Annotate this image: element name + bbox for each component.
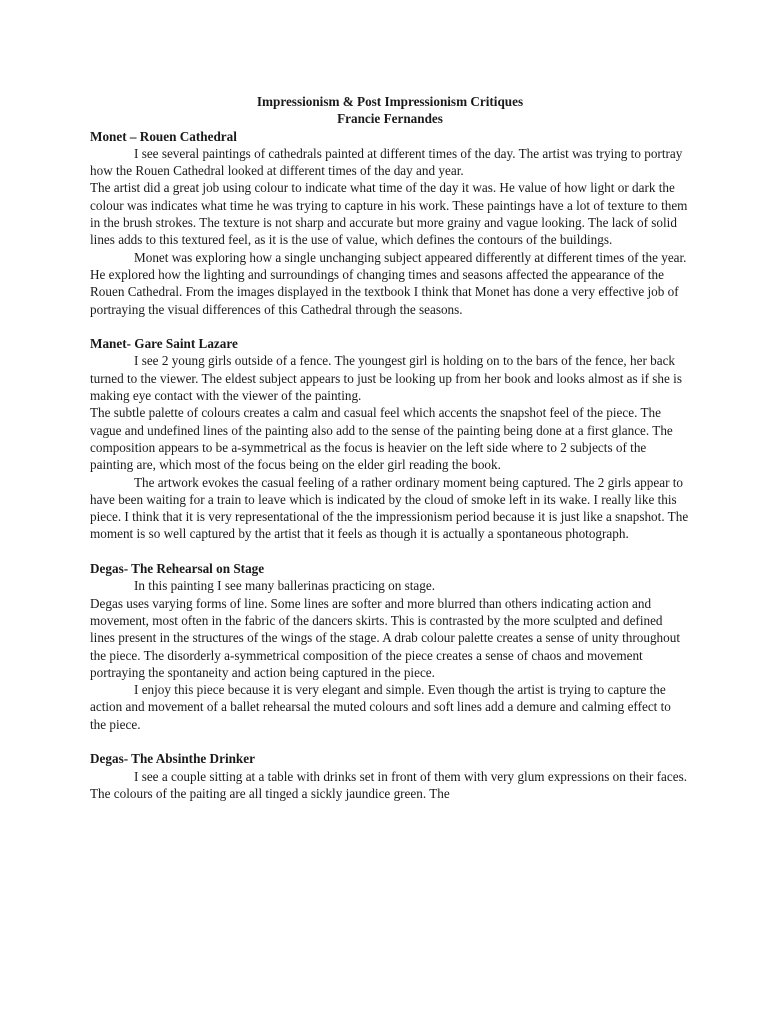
paragraph: The artwork evokes the casual feeling of a rather ordinary moment being captured. The 2 girls appear to have been waiting for a train to leave which is indicated by the cloud of smoke left in its wake. I really like this piece. I think that it is very representational of the the impressionism period because it is just like a snapshot. The moment is so well captured by the artist that it feels as though it is actually a spontaneous photograph. [90, 474, 689, 542]
section-manet-gare-saint-lazare [90, 335, 690, 543]
section-degas-absinthe-drinker [90, 750, 690, 802]
paragraph: In this painting I see many ballerinas practicing on stage. [134, 578, 436, 594]
paragraph: I see several paintings of cathedrals painted at different times of the day. The artist was trying to portray how the Rouen Cathedral looked at different times of the day and year. [90, 145, 683, 179]
paragraph: I see a couple sitting at a table with drinks set in front of them with very glum expressions on their faces. The colours of the paiting are all tinged a sickly jaundice green. The [90, 768, 688, 801]
paragraph: The artist did a great job using colour to indicate what time of the day it was. He value of how light or dark the colour was indicates what time he was trying to capture in his work. These paintings have a lot of texture to them in the brush strokes. The texture is not sharp and accurate but more grainy and vague looking. The lack of solid lines adds to this textured feel, as it is the use of value, which defines the contours of the buildings. [90, 180, 688, 248]
paragraph: Degas uses varying forms of line. Some lines are softer and more blurred than others indicating action and movement, most often in the fabric of the dancers skirts. This is contrasted by the more sculpted and defined lines present in the structures of the wings of the stage. A drab colour palette creates a sense of unity throughout the piece. The disorderly a-symmetrical composition of the piece creates a sense of chaos and movement portraying the spontaneity and action being captured in the piece. [90, 595, 680, 680]
paragraph: I see 2 young girls outside of a fence. The youngest girl is holding on to the bars of the fence, her back turned to the viewer. The eldest subject appears to just be looking up from her book and looks almost as if she is making eye contact with the viewer of the painting. [90, 353, 682, 404]
section-heading: Degas- The Rehearsal on Stage [90, 561, 265, 577]
paragraph: The subtle palette of colours creates a calm and casual feel which accents the snapshot feel of the piece. The vague and undefined lines of the painting also add to the sense of the painting being done at a first glance. The composition appears to be a-symmetrical as the focus is heavier on the left side where to 2 subjects of the painting are, which most of the focus being on the elder girl reading the book. [90, 405, 673, 473]
section-spacer [90, 318, 690, 335]
title-block [90, 93, 690, 128]
section-heading: Degas- The Absinthe Drinker [90, 751, 255, 767]
section-spacer [90, 733, 690, 750]
document-title: Impressionism & Post Impressionism Critiques [256, 94, 524, 109]
section-heading: Manet- Gare Saint Lazare [90, 336, 238, 352]
section-heading: Monet – Rouen Cathedral [90, 128, 237, 144]
paragraph: Monet was exploring how a single unchanging subject appeared differently at different times of the year. He explored how the lighting and surroundings of changing times and seasons affected the appearance of the Rouen Cathedral. From the images displayed in the textbook I think that Monet has done a very effective job of portraying the visual differences of this Cathedral through the seasons. [90, 249, 687, 317]
document-author: Francie Fernandes [337, 111, 443, 127]
section-spacer [90, 543, 690, 560]
section-monet-rouen-cathedral [90, 128, 690, 318]
document-page [90, 93, 690, 802]
paragraph: I enjoy this piece because it is very elegant and simple. Even though the artist is trying to capture the action and movement of a ballet rehearsal the muted colours and soft lines add a demure and calming effect to the piece. [90, 682, 671, 732]
section-degas-rehearsal-on-stage [90, 560, 690, 733]
